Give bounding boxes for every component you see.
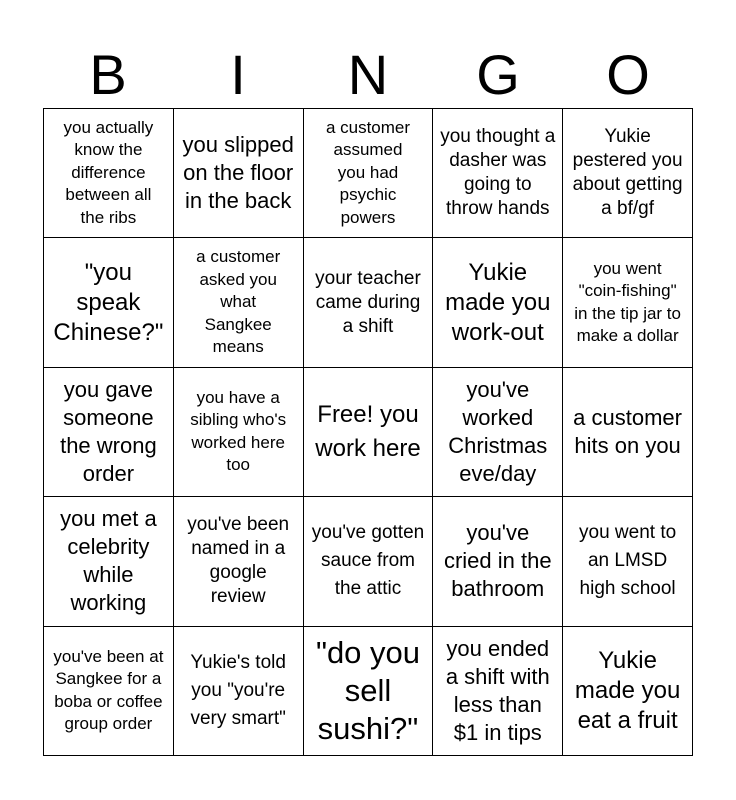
bingo-cell[interactable] [563, 627, 693, 756]
cell-text: you went "coin-fishing" in the tip jar to make a dollar [574, 258, 681, 346]
bingo-cell[interactable] [174, 368, 304, 497]
cell-text: you've cried in the bathroom [443, 520, 552, 602]
cell-text: you thought a dasher was going to throw hands [440, 126, 556, 220]
cell-text: your teacher came during a shift [315, 267, 421, 337]
cell-text: you gave someone the wrong order [60, 376, 157, 486]
cell-text: Yukie made you work-out [445, 258, 551, 346]
bingo-cell[interactable] [304, 627, 434, 756]
bingo-cell[interactable] [433, 238, 563, 367]
cell-text: Yukie made you eat a fruit [574, 646, 681, 734]
bingo-cell[interactable] [563, 238, 693, 367]
cell-text: "do you sell sushi?" [315, 634, 421, 746]
bingo-cell[interactable] [304, 497, 434, 626]
cell-text: Free! you work here [315, 400, 421, 462]
bingo-cell[interactable] [304, 368, 434, 497]
bingo-cell[interactable] [433, 627, 563, 756]
header-letter-n: N [347, 43, 389, 106]
bingo-cell[interactable] [174, 497, 304, 626]
bingo-cell[interactable] [304, 109, 434, 238]
bingo-cell[interactable] [433, 497, 563, 626]
cell-text: you've gotten sauce from the attic [311, 522, 425, 600]
bingo-cell[interactable] [174, 109, 304, 238]
cell-text: you went to an LMSD high school [579, 522, 677, 600]
cell-text: you've been named in a google review [187, 514, 290, 608]
bingo-cell[interactable] [44, 109, 174, 238]
header-letter-b: B [89, 43, 127, 106]
bingo-cell[interactable] [44, 238, 174, 367]
header-letter-g: G [476, 43, 520, 106]
bingo-grid [43, 108, 693, 756]
bingo-cell[interactable] [174, 238, 304, 367]
bingo-cell[interactable] [563, 109, 693, 238]
cell-text: you've been at Sangkee for a boba or coffee group order [53, 646, 164, 734]
bingo-cell[interactable] [44, 368, 174, 497]
cell-text: a customer assumed you had psychic powers [325, 117, 411, 227]
cell-text: you ended a shift with less than $1 in tips [445, 635, 550, 745]
bingo-cell[interactable] [563, 368, 693, 497]
cell-text: Yukie's told you "you're very smart" [190, 651, 286, 729]
cell-text: a customer asked you what Sangkee means [196, 247, 281, 357]
cell-text: you slipped on the floor in the back [182, 132, 294, 214]
header-letter-o: O [606, 43, 650, 106]
header-letter-i: I [230, 43, 246, 106]
bingo-header [43, 44, 693, 106]
bingo-cell[interactable] [304, 238, 434, 367]
cell-text: you have a sibling who's worked here too [190, 387, 287, 475]
bingo-cell[interactable] [44, 497, 174, 626]
cell-text: Yukie pestered you about getting a bf/gf [572, 126, 683, 220]
bingo-cell[interactable] [433, 109, 563, 238]
bingo-cell[interactable] [433, 368, 563, 497]
bingo-cell[interactable] [563, 497, 693, 626]
cell-text: you actually know the difference between all the ribs [63, 117, 154, 227]
bingo-cell[interactable] [44, 627, 174, 756]
bingo-cell[interactable] [174, 627, 304, 756]
cell-text: "you speak Chinese?" [53, 258, 164, 346]
cell-text: you met a celebrity while working [60, 506, 157, 616]
cell-text: you've worked Christmas eve/day [448, 376, 548, 486]
cell-text: a customer hits on you [573, 404, 682, 458]
